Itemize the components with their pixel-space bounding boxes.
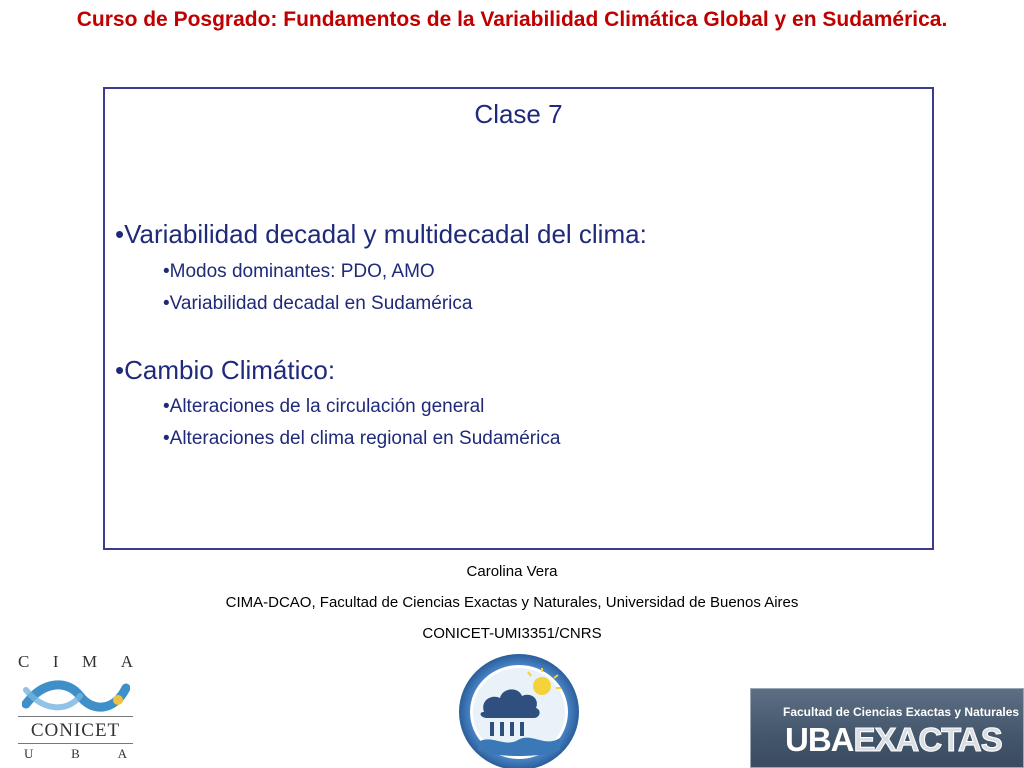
author-affiliation: CIMA-DCAO, Facultad de Ciencias Exactas y Naturales, Universidad de Buenos Aires [225, 594, 799, 611]
slide-content-box [103, 87, 934, 550]
section-heading-variability: •Variabilidad decadal y multidecadal del clima: [115, 219, 647, 249]
cima-conicet-logo [18, 652, 133, 764]
uba-letter: B [71, 746, 80, 761]
conicet-wordmark: CONICET [30, 720, 121, 741]
logo-divider [18, 716, 133, 717]
section-heading-climate-change: •Cambio Climático: [115, 355, 336, 385]
course-title: Curso de Posgrado: Fundamentos de la Variabilidad Climática Global y en Sudamérica. [76, 8, 948, 31]
section-item-dominant-modes: •Modos dominantes: PDO, AMO [163, 261, 435, 282]
cima-letter: I [52, 652, 59, 671]
exactas-word: EXACTAS [853, 721, 1002, 758]
faculty-subtitle: Facultad de Ciencias Exactas y Naturales [783, 705, 1020, 719]
uba-exactas-wordmark [785, 721, 1002, 759]
wave-sun-icon [22, 674, 130, 718]
uba-exactas-banner [750, 688, 1024, 768]
cima-letters [18, 652, 133, 672]
section-item-decadal-variability: •Variabilidad decadal en Sudamérica [163, 293, 473, 314]
uba-letter: U [24, 746, 34, 761]
cima-letter: A [120, 652, 133, 671]
class-number-title: Clase 7 [474, 99, 563, 129]
section-item-circulation: •Alteraciones de la circulación general [163, 396, 485, 417]
section-item-regional-climate: •Alteraciones del clima regional en Sudamérica [163, 428, 561, 449]
uba-letters [18, 746, 133, 762]
cima-letter: C [18, 652, 30, 671]
author-name: Carolina Vera [466, 563, 558, 580]
logo-divider [18, 743, 133, 744]
rain-cloud-sun-logo-icon [456, 650, 582, 768]
author-institution: CONICET-UMI3351/CNRS [422, 625, 602, 642]
uba-letter: A [117, 746, 127, 761]
cima-letter: M [82, 652, 98, 671]
uba-word: UBA [785, 721, 854, 758]
